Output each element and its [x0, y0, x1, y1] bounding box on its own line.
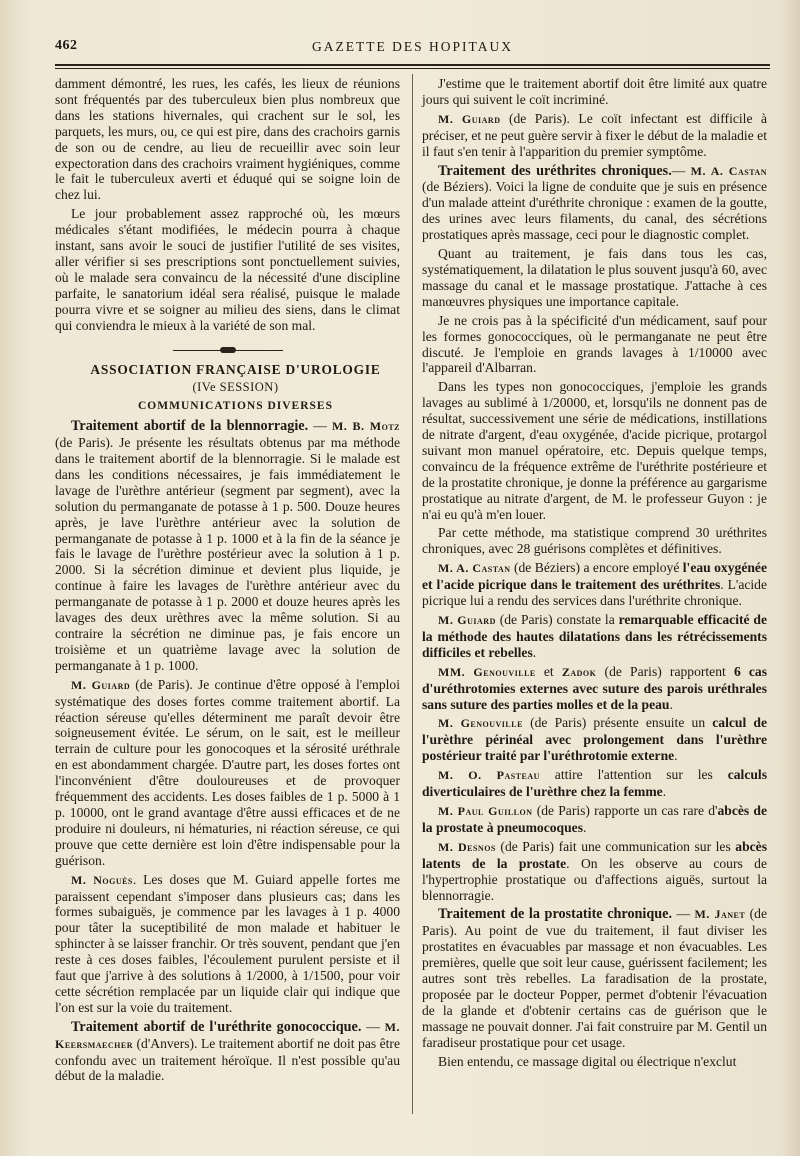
paragraph-castan — [422, 163, 767, 244]
paragraph-text: (de Béziers) a encore employé — [510, 560, 683, 576]
section-ornament — [173, 348, 283, 354]
paragraph: Bien entendu, ce massage digital ou électrique n'exclut — [438, 1053, 737, 1069]
paragraph-text: (de Paris) constate la — [495, 612, 619, 627]
author-name: M. A. Castan — [690, 163, 767, 178]
column-divider — [412, 74, 413, 1114]
article-title: Traitement abortif de la blennorragie. — [71, 418, 309, 435]
bold-topic: abcès latents de la prostate — [422, 838, 767, 871]
paragraph-text: . On les observe au cours de l'hypertrophie prostatique ou d'affections aiguës, surtout la blennorragie. — [422, 855, 767, 903]
author-name: M. Guiard — [71, 677, 131, 692]
paragraph-text: (de Paris) présente ensuite un — [522, 715, 713, 731]
author-name: M. Janet — [694, 907, 746, 922]
section-subheading: COMMUNICATIONS DIVERSES — [138, 400, 333, 413]
dash: — — [361, 1018, 385, 1034]
paragraph-text: . — [583, 819, 587, 835]
paragraph-genouville — [422, 715, 767, 764]
paragraph: Dans les types non gonococciques, j'emploie les grands lavages au sublimé à 1/20000, et, lorsqu'ils ne donnent pas de résultat, successivement une série de médications, instillations de nitrate d'argent, d'eau oxygénée, d'acide picrique, protargol suivant mon manuel opératoire, etc. Depuis quelque temps, convaincu de la fréquence extrême de l'uréthrite postérieure et de la prostatite chronique, je donne la préférence au gargarisme prostatique au nitrate d'argent, de M. le professeur Guyon : je n'ai eu qu'à m'en louer. — [422, 379, 767, 522]
paragraph: Par cette méthode, ma statistique comprend 30 uréthrites chroniques, avec 28 guérisons complètes et définitives. — [422, 525, 767, 557]
author-name: Zadok — [561, 664, 597, 679]
section-heading: ASSOCIATION FRANÇAISE D'UROLOGIE — [90, 361, 381, 377]
paragraph-text: (de Paris) fait une communication sur les — [495, 838, 736, 854]
author-name: M. A. Castan — [438, 561, 511, 576]
bold-topic: calculs diverticulaires de l'urèthre chez la femme — [422, 767, 767, 800]
paragraph: damment démontré, les rues, les cafés, les lieux de réunions sont fréquentés par des tuberculeux bien plus nombreux que dans les stations hivernales, qui crachent sur le sol, les parquets, les murs, ou, ce qui est pire, dans des crachoirs garnis de son ou de cendre, au lieu de recueillir avec soin leur expectoration dans des crachoirs vraiment hygiéniques, comme le fait le tuberculeux averti et éduqué qui se soigne loin de chez lui. — [55, 76, 400, 203]
paragraph-guillon — [422, 803, 767, 836]
section-session: (IVe SESSION) — [192, 380, 279, 395]
paragraph: Je ne crois pas à la spécificité d'un médicament, sauf pour les formes gonococciques, où le permanganate ne peut être discuté. Je l'emploie en grands lavages à 1/10000 avec l'appareil d'Albarran. — [422, 312, 767, 376]
header-rule-thin — [55, 68, 770, 69]
paragraph-text: (de Paris). Je présente les résultats obtenus par ma méthode dans le traitement abortif de la blennorragie. Si le malade est dans les conditions nécessaires, je fais immédiatement le lavage de l'urèthre antérieur (segment par segment), avec la solution du permanganate de potasse à 1 p. 500. Douze heures après, je lave l'urèthre antérieur avec la solution de permanganate de potasse à 1 p. 1000 et à la fin de la séance je fais le lavage de l'urèthre postérieur avec la solution à 1 p. 2000. Si la sécrétion diminue et devient plus liquide, je continue à faire les lavages de l'urèthre antérieur avec du permanganate de potasse à 1 p. 2000 et douze heures après les lavages des deux urèthres avec la même solution. Si au contraire la sécrétion ne diminue pas, je fais encore un troisième et un quatrième lavage avec la solution de permanganate à 1 p. 1000. — [55, 435, 400, 673]
running-title: GAZETTE DES HOPITAUX — [312, 39, 513, 54]
paragraph-text: . — [674, 748, 678, 764]
paragraph-text: . L'acide picrique lui a rendu des services dans l'uréthrite chronique. — [422, 577, 767, 609]
paragraph-text: . — [669, 696, 673, 712]
page-header — [55, 38, 770, 62]
paragraph-text: et — [535, 663, 562, 679]
dash: — — [672, 906, 695, 922]
author-name: M. Noguès — [71, 872, 133, 887]
paragraph-text: (de Béziers). Voici la ligne de conduite que je suis en présence d'un malade atteint d'uréthrite chronique : examen de la goutte, des urines avec leurs filaments, du canal, des sécrétions prostatiques après massage, ceci pour le diagnostic complet. — [422, 179, 767, 243]
left-column — [55, 76, 400, 1087]
paragraph: J'estime que le traitement abortif doit être limité aux quatre jours qui suivent le coït incriminé. — [422, 76, 767, 107]
paragraph-text: (de Paris). Je continue d'être opposé à l'emploi systématique des doses fortes comme traitement abortif. La réaction séreuse qu'elles déterminent me paraît devoir être soigneusement évitée. Le sérum, on le sait, est le meilleur terrain de culture pour les gonocoques et la sérosité uréthrale en est abondamment chargée. D'autre part, les doses fortes ont l'inconvénient d'être douloureuses et de provoquer fréquemment des accidents. Les doses faibles de 1 p. 5000 à 1 p. 10000, ont le grand avantage d'être aussi efficaces et de ne produire ni douleurs, ni hématuries, ni réaction séreuse, ce qui prouve que cette dernière est loin d'être indispensable pour la guérison. — [55, 676, 400, 868]
paragraph-genouville-zadok — [422, 664, 767, 713]
author-name: M. B. Motz — [331, 419, 400, 434]
paragraph-text: attire l'attention sur les — [539, 767, 728, 783]
author-name: M. Guiard — [438, 111, 501, 126]
right-column — [422, 76, 767, 1072]
paragraph-castan2 — [422, 560, 767, 609]
bold-topic: calcul de l'urèthre périnéal avec prolongement dans l'urèthre postérieur traité par l'uréthrotomie externe — [422, 715, 767, 764]
paragraph-guiard — [55, 677, 400, 869]
author-name: M. Paul Guillon — [438, 803, 533, 818]
paragraph-text: . — [532, 644, 537, 660]
article-title: Traitement de la prostatite chronique. — [438, 906, 673, 923]
paragraph: Le jour probablement assez rapproché où, les mœurs médicales s'étant modifiées, le médecin pourra à chaque instant, sans avoir le souci de justifier l'utilité de ses visites, aller vérifier si ses prescriptions sont ponctuellement suivies, où le malade sera convaincu de la nécessité d'une discipline parfaite, le sanatorium idéal sera réalisé, puisque le malade pourra vivre et se soigner au milieu des siens, dans le climat qui conviendra le mieux à la variété de son mal. — [55, 206, 400, 333]
paragraph-guiard2 — [422, 612, 767, 661]
paragraph-text: (de Paris). Le coït infectant est difficile à préciser, et ne peut guère servir à fixer le début de la maladie et il faut s'en tenir à l'apparition du premier symptôme. — [422, 110, 767, 159]
author-name: M. Genouville — [438, 716, 523, 731]
paragraph-text: (d'Anvers). Le traitement abortif ne doit pas être confondu avec un traitement héroïque. Il n'est possible qu'au début de la maladie. — [55, 1035, 400, 1084]
paragraph-text: . — [662, 784, 667, 800]
article-title: Traitement des uréthrites chroniques. — [438, 162, 672, 179]
paragraph-desnos — [422, 839, 767, 904]
paragraph-keersmaecher — [55, 1019, 400, 1085]
author-name: M. Keersmaecher — [55, 1019, 400, 1051]
article-title: Traitement abortif de l'uréthrite gonococcique. — [71, 1018, 362, 1035]
bold-topic: 6 cas d'uréthrotomies externes avec suture des parois uréthrales sans suture des parties molles et de la peau — [422, 663, 768, 712]
paragraph-text: (de Paris) rapportent — [596, 663, 734, 679]
author-name: M. Guiard — [438, 613, 496, 627]
paragraph-text: . Les doses que M. Guiard appelle fortes me paraissent cependant s'imposer dans plusieurs cas; dans les formes subaiguës, je commence par les lavages à 1 p. 4000 pour tâter la suceptibilité de mon malade et habituer le sphincter à se laisser franchir. Or très souvent, pendant que j'en reste à ces doses faibles, l'écoulement purulent persiste et il faut que j'arrive à des solutions à 1/2000, à 1/1500, pour voir cette sécrétion remplacée par un liquide clair qui indique que l'on est sur la voie du traitement. — [55, 871, 401, 1015]
paragraph-guiard — [422, 111, 767, 160]
author-name: M. Desnos — [438, 839, 496, 854]
dash: — — [671, 162, 691, 178]
bold-topic: abcès de la prostate à pneumocoques — [422, 802, 767, 835]
bold-topic: l'eau oxygénée et l'acide picrique dans le traitement des uréthrites — [422, 560, 767, 593]
paragraph-text: (de Paris) rapporte un cas rare d' — [532, 802, 718, 818]
author-name: MM. Genouville — [438, 664, 536, 679]
header-rule-thick — [55, 64, 770, 66]
dash: — — [308, 418, 332, 434]
paragraph-text: (de Paris). Au point de vue du traitement, il faut diviser les prostatites en évacuables par massage et non évacuables. Les premières, quelle que soit leur cause, guérissent facilement; les autres sont très rebelles. La faradisation de la prostate, proposée par le docteur Popper, permet d'obtenir l'évacuation de la glande et d'obtenir certains cas de guérison que le massage ne pouvait donner. J'ai fait construire par M. Gentil un faradiseur prostatique pour cet usage. — [422, 906, 767, 1050]
author-name: M. O. Pasteau — [438, 768, 540, 783]
paragraph-janet — [422, 906, 767, 1050]
paragraph-nogues — [55, 872, 400, 1016]
paragraph-pasteau — [422, 767, 767, 800]
page-number: 462 — [55, 38, 78, 53]
paragraph-motz — [55, 418, 400, 674]
bold-topic: remarquable efficacité de la méthode des hautes dilatations dans les rétrécissements difficiles et rebelles — [422, 612, 767, 660]
paragraph: Quant au traitement, je fais dans tous les cas, systématiquement, la dilatation le plus souvent jusqu'à 60, avec massage du canal et le massage prostatique. J'attache à ces manœuvres physiques une importance capitale. — [422, 246, 767, 309]
